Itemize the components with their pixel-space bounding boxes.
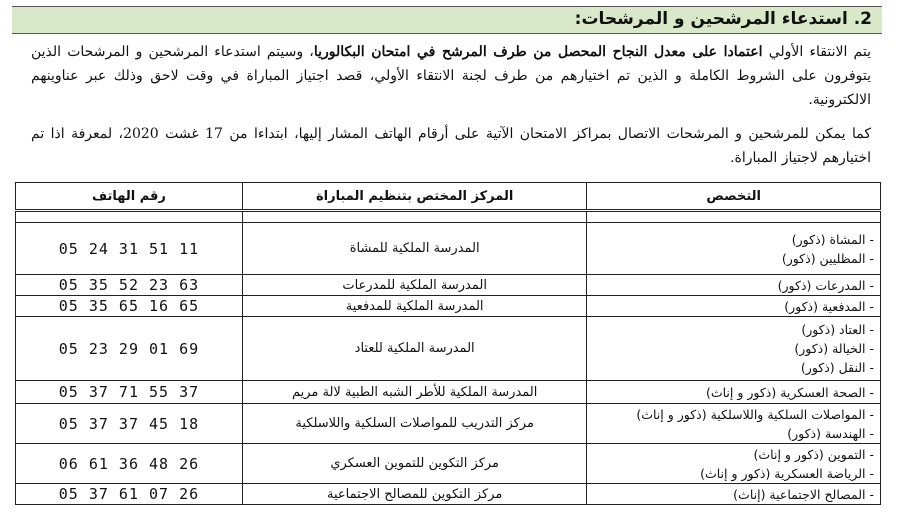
specialty-item: - العتاد (ذكور): [801, 322, 874, 337]
cell-phone: 05 37 61 07 26: [16, 484, 243, 505]
cell-phone: 05 24 31 51 11: [16, 223, 243, 275]
specialty-item: - المدرعات (ذكور): [777, 277, 874, 293]
specialty-item: - المظليين (ذكور): [781, 250, 874, 266]
table-row: [16, 317, 881, 381]
specialty-item: - التموين (ذكور و إناث): [753, 446, 874, 462]
cell-center: المدرسة الملكية للمدفعية: [242, 296, 586, 317]
paragraph-selection-part2: ، وسيتم استدعاء المرشحين و المرشحات الذين يتوفرون على الشروط الكاملة و الذين تم اختيارهم من طرف لجنة الانتقاء الأولي، قصد اجتياز المباراة في وقت لاحق وذلك عبر عناوينهم الالكترونية.: [31, 44, 871, 108]
cell-center: مركز التدريب للمواصلات السلكية واللاسلكية: [242, 404, 586, 444]
header-center: المركز المختص بتنظيم المباراة: [242, 183, 586, 211]
table-row: [16, 275, 881, 296]
cell-center: المدرسة الملكية للعتاد: [242, 317, 586, 381]
paragraph-selection: [31, 40, 871, 112]
table-row: [16, 381, 881, 404]
header-specialty: التخصص: [587, 183, 881, 211]
header-phone: رقم الهاتف: [16, 183, 243, 211]
cell-phone: 05 35 65 16 65: [16, 296, 243, 317]
specialty-item: - الخيالة (ذكور): [794, 341, 874, 356]
section-heading: 2. استدعاء المرشحين و المرشحات:: [574, 9, 872, 29]
section-heading-bar: [12, 6, 882, 34]
cell-specialty: [587, 275, 881, 296]
table-header-row: [16, 183, 881, 211]
specialty-item: - الهندسة (ذكور): [787, 425, 874, 441]
table-row: [16, 444, 881, 484]
specialty-item: - المصالح الاجتماعية (إناث): [733, 486, 874, 502]
cell-specialty: [587, 317, 881, 381]
table-row: [16, 404, 881, 444]
specialty-item: - المواصلات السلكية واللاسلكية (ذكور و إناث): [636, 406, 874, 422]
cell-specialty: [587, 296, 881, 317]
table-row: [16, 296, 881, 317]
cell-phone: 05 37 37 45 18: [16, 404, 243, 444]
cell-phone: 05 37 71 55 37: [16, 381, 243, 404]
specialty-item: - النقل (ذكور): [800, 360, 874, 375]
cell-phone: 06 61 36 48 26: [16, 444, 243, 484]
specialty-item: - الصحة العسكرية (ذكور و إناث): [705, 384, 874, 400]
table-row: [16, 484, 881, 505]
table-spacer-row: [16, 211, 881, 223]
cell-phone: 05 35 52 23 63: [16, 275, 243, 296]
cell-center: مركز التكوين للمصالح الاجتماعية: [242, 484, 586, 505]
paragraph-contact: كما يمكن للمرشحين و المرشحات الاتصال بمراكز الامتحان الآتية على أرقام الهاتف المشار إليها، ابتداءا من 17 غشت 2020، لمعرفة اذا تم اختيارهم لاجتياز المباراة.: [31, 126, 872, 166]
cell-phone: 05 23 29 01 69: [16, 317, 243, 381]
specialty-item: - الرياضة العسكرية (ذكور و إناث): [700, 465, 874, 481]
cell-center: مركز التكوين للتموين العسكري: [242, 444, 586, 484]
cell-specialty: [587, 444, 881, 484]
centers-table: [15, 182, 881, 505]
cell-center: المدرسة الملكية للأطر الشبه الطبية لالة مريم: [242, 381, 586, 404]
specialty-item: - المشاة (ذكور): [791, 231, 874, 247]
cell-center: المدرسة الملكية للمشاة: [242, 223, 586, 275]
cell-specialty: [587, 404, 881, 444]
table-row: [16, 223, 881, 275]
cell-center: المدرسة الملكية للمدرعات: [242, 275, 586, 296]
cell-specialty: [587, 484, 881, 505]
paragraph-selection-bold: اعتمادا على معدل النجاح المحصل من طرف المرشح في امتحان البكالوريا: [313, 44, 763, 60]
paragraph-selection-part1: يتم الانتقاء الأولي: [762, 44, 871, 60]
cell-specialty: [587, 223, 881, 275]
cell-specialty: [587, 381, 881, 404]
specialty-item: - المدفعية (ذكور): [784, 298, 874, 314]
